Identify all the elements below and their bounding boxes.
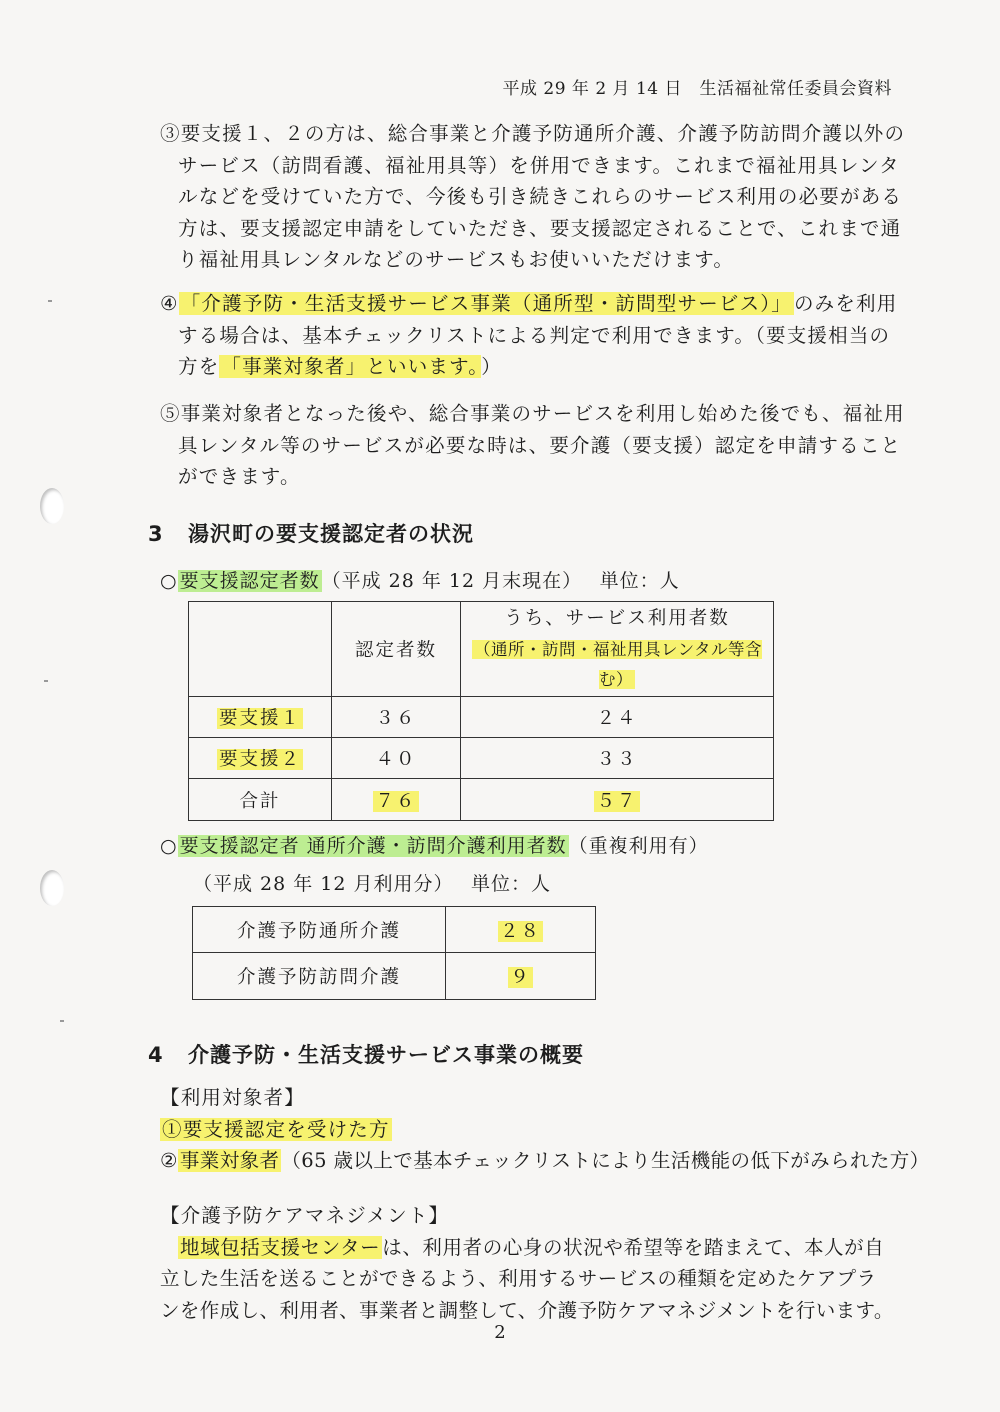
paragraph-text: ）	[481, 355, 502, 378]
section-number: 3	[148, 522, 164, 546]
target-heading: 【利用対象者】	[160, 1086, 305, 1109]
paragraph-line: ⑤事業対象者となった後や、総合事業のサービスを利用し始めた後でも、福祉用	[160, 402, 905, 425]
table-total-row	[189, 779, 774, 821]
section-title-text: 湯沢町の要支援認定者の状況	[188, 522, 474, 546]
highlighted-heading: 要支援認定者 通所介護・訪問介護利用者数	[179, 835, 567, 857]
row-value	[446, 907, 596, 953]
table-header-empty	[189, 602, 332, 697]
row-label: 合計	[189, 779, 332, 821]
users-total-value: ５７	[596, 790, 638, 812]
certified-count-table	[188, 601, 774, 821]
usage-count-table	[192, 906, 596, 1000]
punch-hole-bottom	[40, 870, 64, 906]
usage-count-subnote: （平成 28 年 12 月利用分） 単位：人	[193, 873, 552, 895]
care-text: は、利用者の心身の状況や希望等を踏まえて、本人が自	[382, 1235, 885, 1259]
highlighted-heading: 要支援認定者数	[179, 570, 320, 592]
paragraph-line: ③要支援１、２の方は、総合事業と介護予防通所介護、介護予防訪問介護以外の	[160, 122, 906, 145]
paragraph-line: 具レンタル等のサービスが必要な時は、要介護（要支援）認定を申請すること	[178, 433, 902, 457]
paragraph-item-4	[160, 288, 898, 383]
target-users-block	[160, 1082, 930, 1177]
item-number: ④	[160, 292, 179, 315]
target-item-1: ①要支援認定を受けた方	[162, 1117, 390, 1141]
heading-note: （重複利用有）	[568, 835, 709, 857]
highlighted-header-note: （通所・訪問・福祉用具レンタル等含む）	[474, 640, 762, 689]
certified-value: ４０	[332, 738, 461, 779]
table-row	[189, 738, 774, 779]
highlighted-value: ９	[510, 967, 531, 988]
table-header-cell	[461, 602, 774, 697]
care-heading: 【介護予防ケアマネジメント】	[160, 1204, 450, 1227]
paragraph-line: ができます。	[178, 465, 301, 488]
paragraph-text: 方を	[178, 355, 220, 378]
circle-bullet: ○	[160, 570, 178, 592]
row-label	[189, 738, 332, 779]
page-number: 2	[494, 1322, 506, 1343]
row-value	[446, 953, 596, 1000]
paragraph-line: 方は、要支援認定申請をしていただき、要支援認定されることで、これまで通	[178, 216, 902, 240]
paragraph-line: サービス（訪問看護、福祉用具等）を併用できます。これまで福祉用具レンタ	[178, 153, 900, 177]
highlighted-center-name: 地域包括支援センター	[180, 1235, 381, 1259]
table-row	[193, 953, 596, 1000]
section-3-title	[148, 518, 474, 548]
row-label	[189, 697, 332, 738]
certified-total	[332, 779, 461, 821]
paragraph-line: する場合は、基本チェックリストによる判定で利用できます。（要支援相当の	[178, 323, 891, 347]
paragraph-item-5	[160, 398, 905, 493]
table-row	[193, 907, 596, 953]
table-row	[189, 697, 774, 738]
paragraph-line: り福祉用具レンタルなどのサービスもお使いいただけます。	[178, 248, 735, 271]
table-header-cell: 認定者数	[332, 602, 461, 697]
row-label-text: 要支援２	[218, 749, 301, 770]
paragraph-item-3	[160, 118, 906, 276]
usage-count-heading	[160, 831, 709, 858]
table-header-row	[189, 602, 774, 697]
target-item-2-note: （65 歳以上で基本チェックリストにより生活機能の低下がみられた方）	[281, 1149, 930, 1172]
certified-value: ３６	[332, 697, 461, 738]
care-management-block	[160, 1200, 894, 1326]
header-line: うち、サービス利用者数	[504, 608, 730, 629]
item-number: ②	[160, 1149, 178, 1172]
highlighted-term: 「事業対象者」といいます。	[221, 355, 480, 378]
row-label: 介護予防訪問介護	[193, 953, 446, 1000]
document-header: 平成 29 年 2 月 14 日 生活福祉常任委員会資料	[502, 79, 892, 99]
users-value: ３３	[461, 738, 774, 779]
highlighted-service-name: 「介護予防・生活支援サービス事業（通所型・訪問型サービス）」	[180, 292, 792, 315]
certified-count-heading	[160, 566, 680, 593]
scan-speck	[60, 1020, 64, 1022]
highlighted-value: ２８	[499, 920, 541, 942]
heading-note: （平成 28 年 12 月末現在） 単位：人	[321, 570, 680, 592]
circle-bullet: ○	[160, 835, 178, 857]
paragraph-text: のみを利用	[793, 292, 898, 315]
care-line: 立した生活を送ることができるよう、利用するサービスの種類を定めたケアプラ	[160, 1267, 877, 1290]
row-label: 介護予防通所介護	[193, 907, 446, 953]
scan-speck	[44, 680, 48, 682]
paragraph-line: ルなどを受けていた方で、今後も引き続きこれらのサービス利用の必要がある	[178, 185, 903, 208]
scan-speck	[48, 300, 52, 302]
users-total	[461, 779, 774, 821]
users-value: ２４	[461, 697, 774, 738]
section-number: 4	[148, 1043, 164, 1067]
certified-total-value: ７６	[375, 790, 417, 812]
care-line: ンを作成し、利用者、事業者と調整して、介護予防ケアマネジメントを行います。	[160, 1298, 894, 1322]
punch-hole-top	[40, 488, 64, 524]
row-label-text: 要支援１	[218, 708, 301, 729]
section-title-text: 介護予防・生活支援サービス事業の概要	[188, 1043, 584, 1067]
highlighted-term: 事業対象者	[179, 1149, 280, 1172]
section-4-title	[148, 1039, 584, 1069]
